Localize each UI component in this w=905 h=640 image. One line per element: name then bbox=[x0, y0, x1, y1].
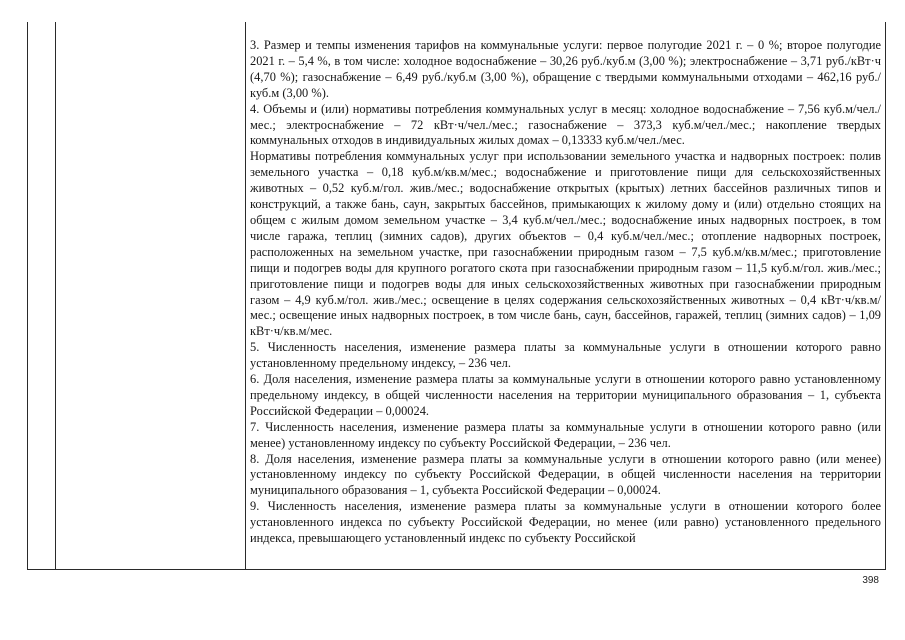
table-column-index bbox=[28, 22, 56, 569]
page-number: 398 bbox=[862, 575, 879, 586]
table-column-content bbox=[246, 22, 885, 569]
paragraph-population-above-index: 9. Численность населения, изменение размера платы за коммунальные услуги в отношении которого более установленного индекса по субъекту Российской Федерации, но менее (или равно) установленного предельного индекса, превышающего установленный индекс по субъекту Российской bbox=[250, 499, 881, 546]
paragraph-tariff-rates: 3. Размер и темпы изменения тарифов на коммунальные услуги: первое полугодие 2021 г. – 0 %; второе полугодие 2021 г. – 5,4 %, в том числе: холодное водоснабжение – 30,26 руб./куб.м (3,00 %); электроснабжение – 3,71 руб./кВт·ч (4,70 %); газоснабжение – 6,49 руб./куб.м (3,00 %), обращение с твердыми коммунальными отходами – 462,16 руб./куб.м (3,00 %). bbox=[250, 38, 881, 100]
document-table bbox=[27, 22, 886, 570]
paragraph-share-regional-index: 8. Доля населения, изменение размера платы за коммунальные услуги в отношении которого равно (или менее) установленному индексу по субъекту Российской Федерации, в общей численности населения на территории муниципального образования – 1, субъекта Российской Федерации – 0,00024. bbox=[250, 451, 881, 498]
paragraph-consumption-volumes: 4. Объемы и (или) нормативы потребления коммунальных услуг в месяц: холодное водоснабжение – 7,56 куб.м/чел./мес.; электроснабжение – 72 кВт·ч/чел./мес.; газоснабжение – 373,3 куб.м/чел./мес.; накопление твердых коммунальных отходов в индивидуальных жилых домах – 0,13333 куб.м/чел./мес. bbox=[250, 101, 881, 148]
paragraph-population-regional-index: 7. Численность населения, изменение размера платы за коммунальные услуги в отношении которого равно (или менее) установленному индексу по субъекту Российской Федерации, – 236 чел. bbox=[250, 419, 881, 450]
paragraph-land-plot-norms: Нормативы потребления коммунальных услуг при использовании земельного участка и надворных построек: полив земельного участка – 0,18 куб.м/кв.м/мес.; водоснабжение и приготовление пищи для сельскохозяйственных животных – 0,52 куб.м/гол. жив./мес.; водоснабжение открытых (крытых) летних бассейнов различных типов и конструкций, а также бань, саун, закрытых бассейнов, примыкающих к жилому дому и (или) отдельно стоящих на общем с жилым домом земельном участке – 3,4 куб.м/чел./мес.; водоснабжение иных надворных построек, в том числе гаража, теплиц (зимних садов), других объектов – 0,4 куб.м/чел./мес.; отопление надворных построек, расположенных на земельном участке, при газоснабжении природным газом – 7,5 куб.м/кв.м/мес.; приготовление пищи и подогрев воды для крупного рогатого скота при газоснабжении природным газом – 11,5 куб.м/гол. жив./мес.; приготовление пищи и подогрев воды для иных сельскохозяйственных животных при газоснабжении природным газом – 4,9 куб.м/гол. жив./мес.; освещение в целях содержания сельскохозяйственных животных – 0,4 кВт·ч/кв.м/мес.; освещение иных надворных построек, в том числе бань, саун, бассейнов, гаражей, теплиц (зимних садов) – 1,09 кВт·ч/кв.м/мес. bbox=[250, 149, 881, 339]
table-column-name bbox=[56, 22, 246, 569]
paragraph-share-equal-limit: 6. Доля населения, изменение размера платы за коммунальные услуги в отношении которого равно установленному предельному индексу, в общей численности населения на территории муниципального образования – 1, субъекта Российской Федерации – 0,00024. bbox=[250, 372, 881, 418]
paragraph-population-equal-limit: 5. Численность населения, изменение размера платы за коммунальные услуги в отношении которого равно установленному предельному индексу, – 236 чел. bbox=[250, 340, 881, 371]
